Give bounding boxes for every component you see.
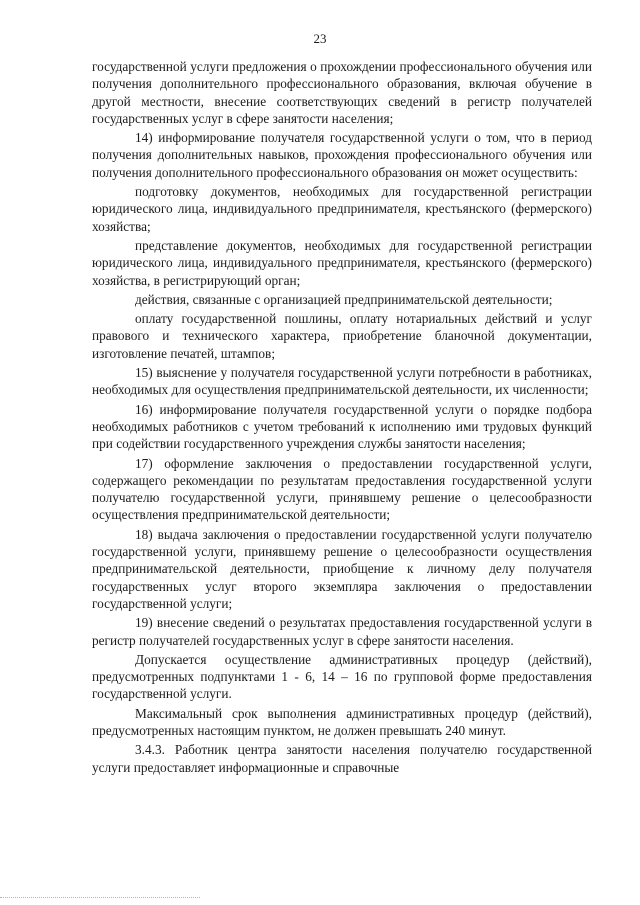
paragraph-item-19: 19) внесение сведений о результатах предоставления государственной услуги в регистр получателей государственных услуг в сфере занятости населения. bbox=[92, 615, 592, 648]
paragraph-document-submission: представление документов, необходимых для государственной регистрации юридического лица, индивидуального предпринимателя, крестьянского (фермерского) хозяйства, в регистрирующий орган; bbox=[92, 237, 592, 288]
paragraph-section-3-4-3: 3.4.3. Работник центра занятости населения получателю государственной услуги предоставляет информационные и справочные bbox=[92, 742, 592, 775]
paragraph-item-14: 14) информирование получателя государственной услуги о том, что в период получения дополнительных навыков, прохождения профессионального обучения или получения дополнительного профессионального образования он может осуществить: bbox=[92, 130, 592, 180]
paragraph-item-18: 18) выдача заключения о предоставлении государственной услуги получателю государственной услуги, принявшему решение о целесообразности осуществления предпринимательской деятельности, приобщение к личному делу получателя государственных услуг второго экземпляра заключения о предоставлении государственной услуги; bbox=[92, 526, 592, 611]
paragraph-group-form: Допускается осуществление административных процедур (действий), предусмотренных подпунктами 1 - 6, 14 – 16 по групповой форме предоставления государственной услуги. bbox=[92, 651, 592, 702]
paragraph-document-preparation: подготовку документов, необходимых для государственной регистрации юридического лица, индивидуального предпринимателя, крестьянского (фермерского) хозяйства; bbox=[92, 184, 592, 234]
document-body bbox=[92, 58, 592, 776]
paragraph-business-actions: действия, связанные с организацией предпринимательской деятельности; bbox=[135, 291, 553, 307]
paragraph-fees-payment: оплату государственной пошлины, оплату нотариальных действий и услуг правового и технического характера, приобретение бланочной документации, изготовление печатей, штампов; bbox=[92, 311, 592, 361]
paragraph-item-17: 17) оформление заключения о предоставлении государственной услуги, содержащего рекомендации по результатам предоставления государственной услуги получателю государственной услуги, принявшему решение о целесообразности осуществления предпринимательской деятельности; bbox=[92, 455, 592, 523]
paragraph-max-duration: Максимальный срок выполнения административных процедур (действий), предусмотренных настоящим пунктом, не должен превышать 240 минут. bbox=[92, 705, 592, 738]
scan-edge-line bbox=[0, 897, 200, 899]
paragraph-item-16: 16) информирование получателя государственной услуги о порядке подбора необходимых работников с учетом требований к исполнению ими трудовых функций при содействии государственного учреждения службы занятости населения; bbox=[92, 401, 592, 452]
paragraph-continuation: государственной услуги предложения о прохождении профессионального обучения или получения дополнительного профессионального образования, включая обучение в другой местности, внесение соответствующих сведений в регистр получателей государственных услуг в сфере занятости населения; bbox=[92, 59, 592, 126]
paragraph-item-15: 15) выяснение у получателя государственной услуги потребности в работниках, необходимых для осуществления предпринимательской деятельности, их численности; bbox=[92, 365, 592, 398]
page-number: 23 bbox=[313, 31, 327, 46]
